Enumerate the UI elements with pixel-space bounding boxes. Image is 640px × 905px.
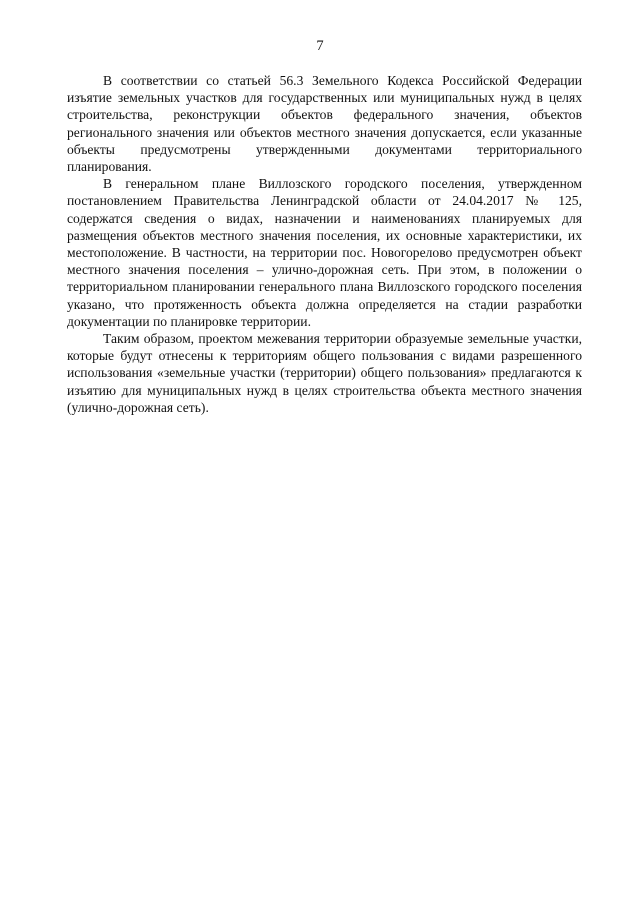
paragraph-conclusion: Таким образом, проектом межевания территории образуемые земельные участки, которые будут отнесены к территориям общего пользования с видами разрешенного использования «земельные участки (территории) общего пользования» предлагаются к изъятию для муниципальных нужд в целях строительства объекта местного значения (улично-дорожная сеть). [67,331,582,415]
paragraph-land-code: В соответствии со статьей 56.3 Земельного Кодекса Российской Федерации изъятие земельных участков для государственных или муниципальных нужд в целях строительства, реконструкции объектов федерального значения, объектов регионального значения или объектов местного значения допускается, если указанные объекты предусмотрены утвержденными документами территориального планирования. [67,73,582,175]
body-text [67,72,582,416]
page-number: 7 [316,38,324,54]
paragraph-general-plan: В генеральном плане Виллозского городского поселения, утвержденном постановлением Правительства Ленинградской области от 24.04.2017 № 125, содержатся сведения о видах, назначении и наименованиях планируемых для размещения объектов местного значения поселения, их основные характеристики, их местоположение. В частности, на территории пос. Новогорелово предусмотрен объект местного значения поселения – улично-дорожная сеть. При этом, в положении о территориальном планировании генерального плана Виллозского городского поселения указано, что протяженность объекта должна определяется на стадии разработки документации по планировке территории. [67,176,582,329]
